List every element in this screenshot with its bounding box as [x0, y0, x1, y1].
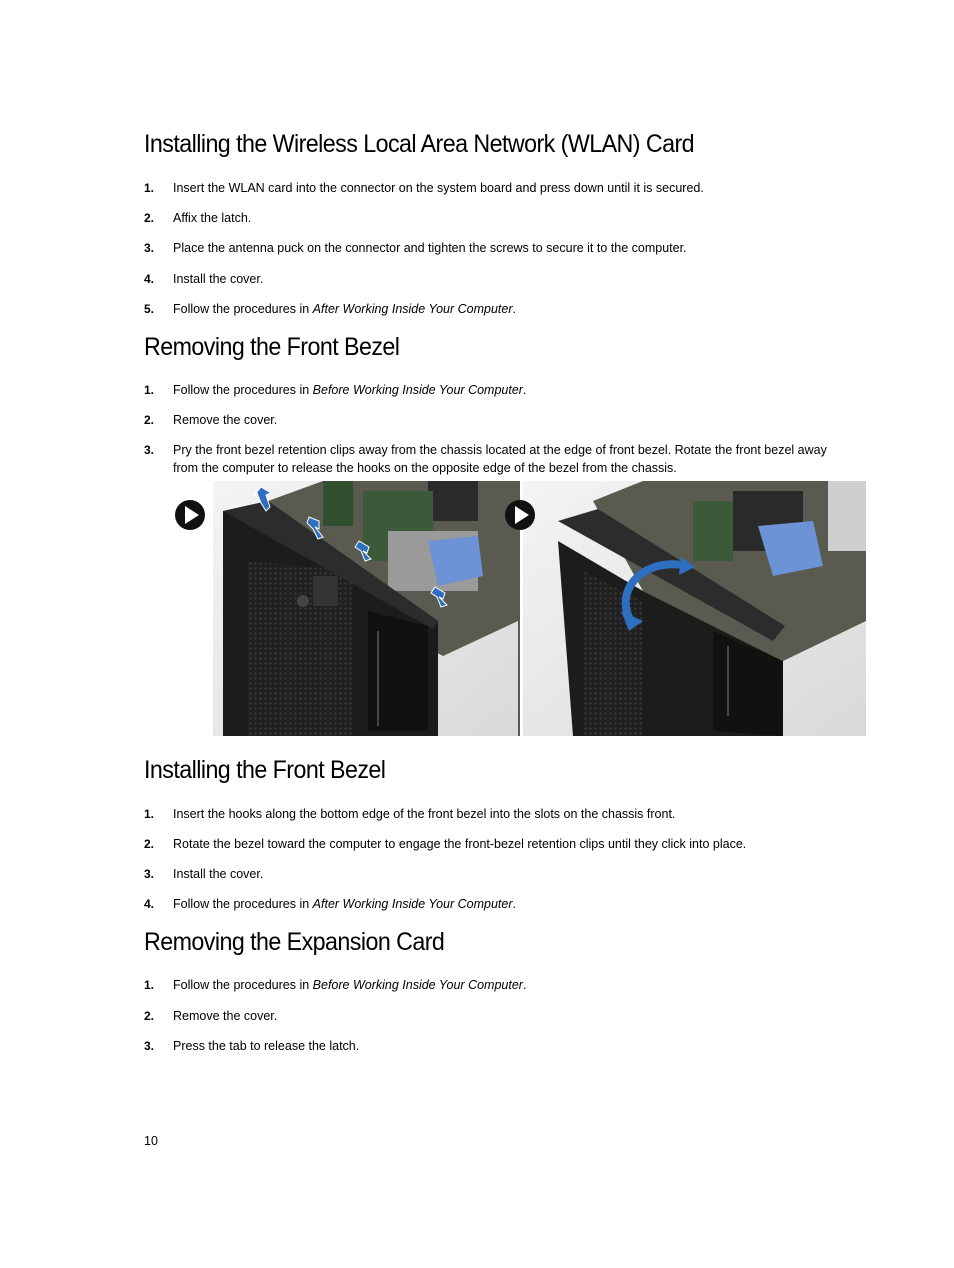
step-text: Remove the cover.	[173, 1009, 278, 1023]
section-title: Installing the Front Bezel	[144, 756, 386, 784]
rotate-bezel-away-panel	[505, 481, 866, 736]
step-number: 2.	[144, 837, 155, 851]
step-text: Place the antenna puck on the connector and tighten the screws to secure it to the computer.	[173, 241, 687, 255]
step-text: Insert the WLAN card into the connector on the system board and press down until it is secured.	[173, 181, 704, 195]
step-number: 1.	[144, 181, 155, 195]
step-text	[173, 300, 853, 318]
step-text: Press the tab to release the latch.	[173, 1039, 360, 1053]
step-number: 1.	[144, 978, 155, 992]
step-number: 5.	[144, 302, 155, 316]
step-text-before: Follow the procedures in	[173, 897, 313, 911]
page-number: 10	[144, 1134, 158, 1148]
step-text-reference: After Working Inside Your Computer	[312, 302, 513, 316]
step-text: Install the cover.	[173, 272, 264, 286]
step-text: Affix the latch.	[173, 211, 252, 225]
section-title: Installing the Wireless Local Area Network (WLAN) Card	[144, 130, 695, 158]
step-text-before: Follow the procedures in	[173, 302, 313, 316]
step-text: Remove the cover.	[173, 413, 278, 427]
step-number: 2.	[144, 413, 155, 427]
step-number: 3.	[144, 443, 155, 457]
section-title: Removing the Front Bezel	[144, 333, 400, 361]
step-number: 4.	[144, 897, 155, 911]
step-text: Rotate the bezel toward the computer to engage the front-bezel retention clips until they click into place.	[173, 837, 747, 851]
step-text-after: .	[512, 897, 517, 911]
step-text-before: Follow the procedures in	[173, 978, 313, 992]
bezel-removal-figure	[173, 481, 866, 736]
step-number: 2.	[144, 1009, 155, 1023]
step-number: 1.	[144, 383, 155, 397]
step-number: 3.	[144, 241, 155, 255]
step-text	[173, 976, 853, 994]
step-text: Pry the front bezel retention clips away from the chassis located at the edge of front bezel. Rotate the front bezel away from the computer to release the hooks on the opposite edge of the bezel from the chassis.	[173, 443, 827, 475]
step-text-reference: After Working Inside Your Computer	[312, 897, 513, 911]
step-text-before: Follow the procedures in	[173, 383, 313, 397]
step-number: 1.	[144, 807, 155, 821]
step-text-reference: Before Working Inside Your Computer	[312, 383, 523, 397]
step-text: Install the cover.	[173, 867, 264, 881]
step-text-after: .	[522, 978, 527, 992]
step-text-after: .	[512, 302, 517, 316]
step-text-after: .	[522, 383, 527, 397]
step-text: Insert the hooks along the bottom edge of the front bezel into the slots on the chassis front.	[173, 807, 676, 821]
step-number: 3.	[144, 1039, 155, 1053]
step-text-reference: Before Working Inside Your Computer	[312, 978, 523, 992]
step-number: 4.	[144, 272, 155, 286]
pry-retention-clips-panel	[175, 481, 518, 736]
step-number: 2.	[144, 211, 155, 225]
step-text	[173, 381, 853, 399]
section-title: Removing the Expansion Card	[144, 928, 445, 956]
step-number: 3.	[144, 867, 155, 881]
step-text	[173, 895, 853, 913]
